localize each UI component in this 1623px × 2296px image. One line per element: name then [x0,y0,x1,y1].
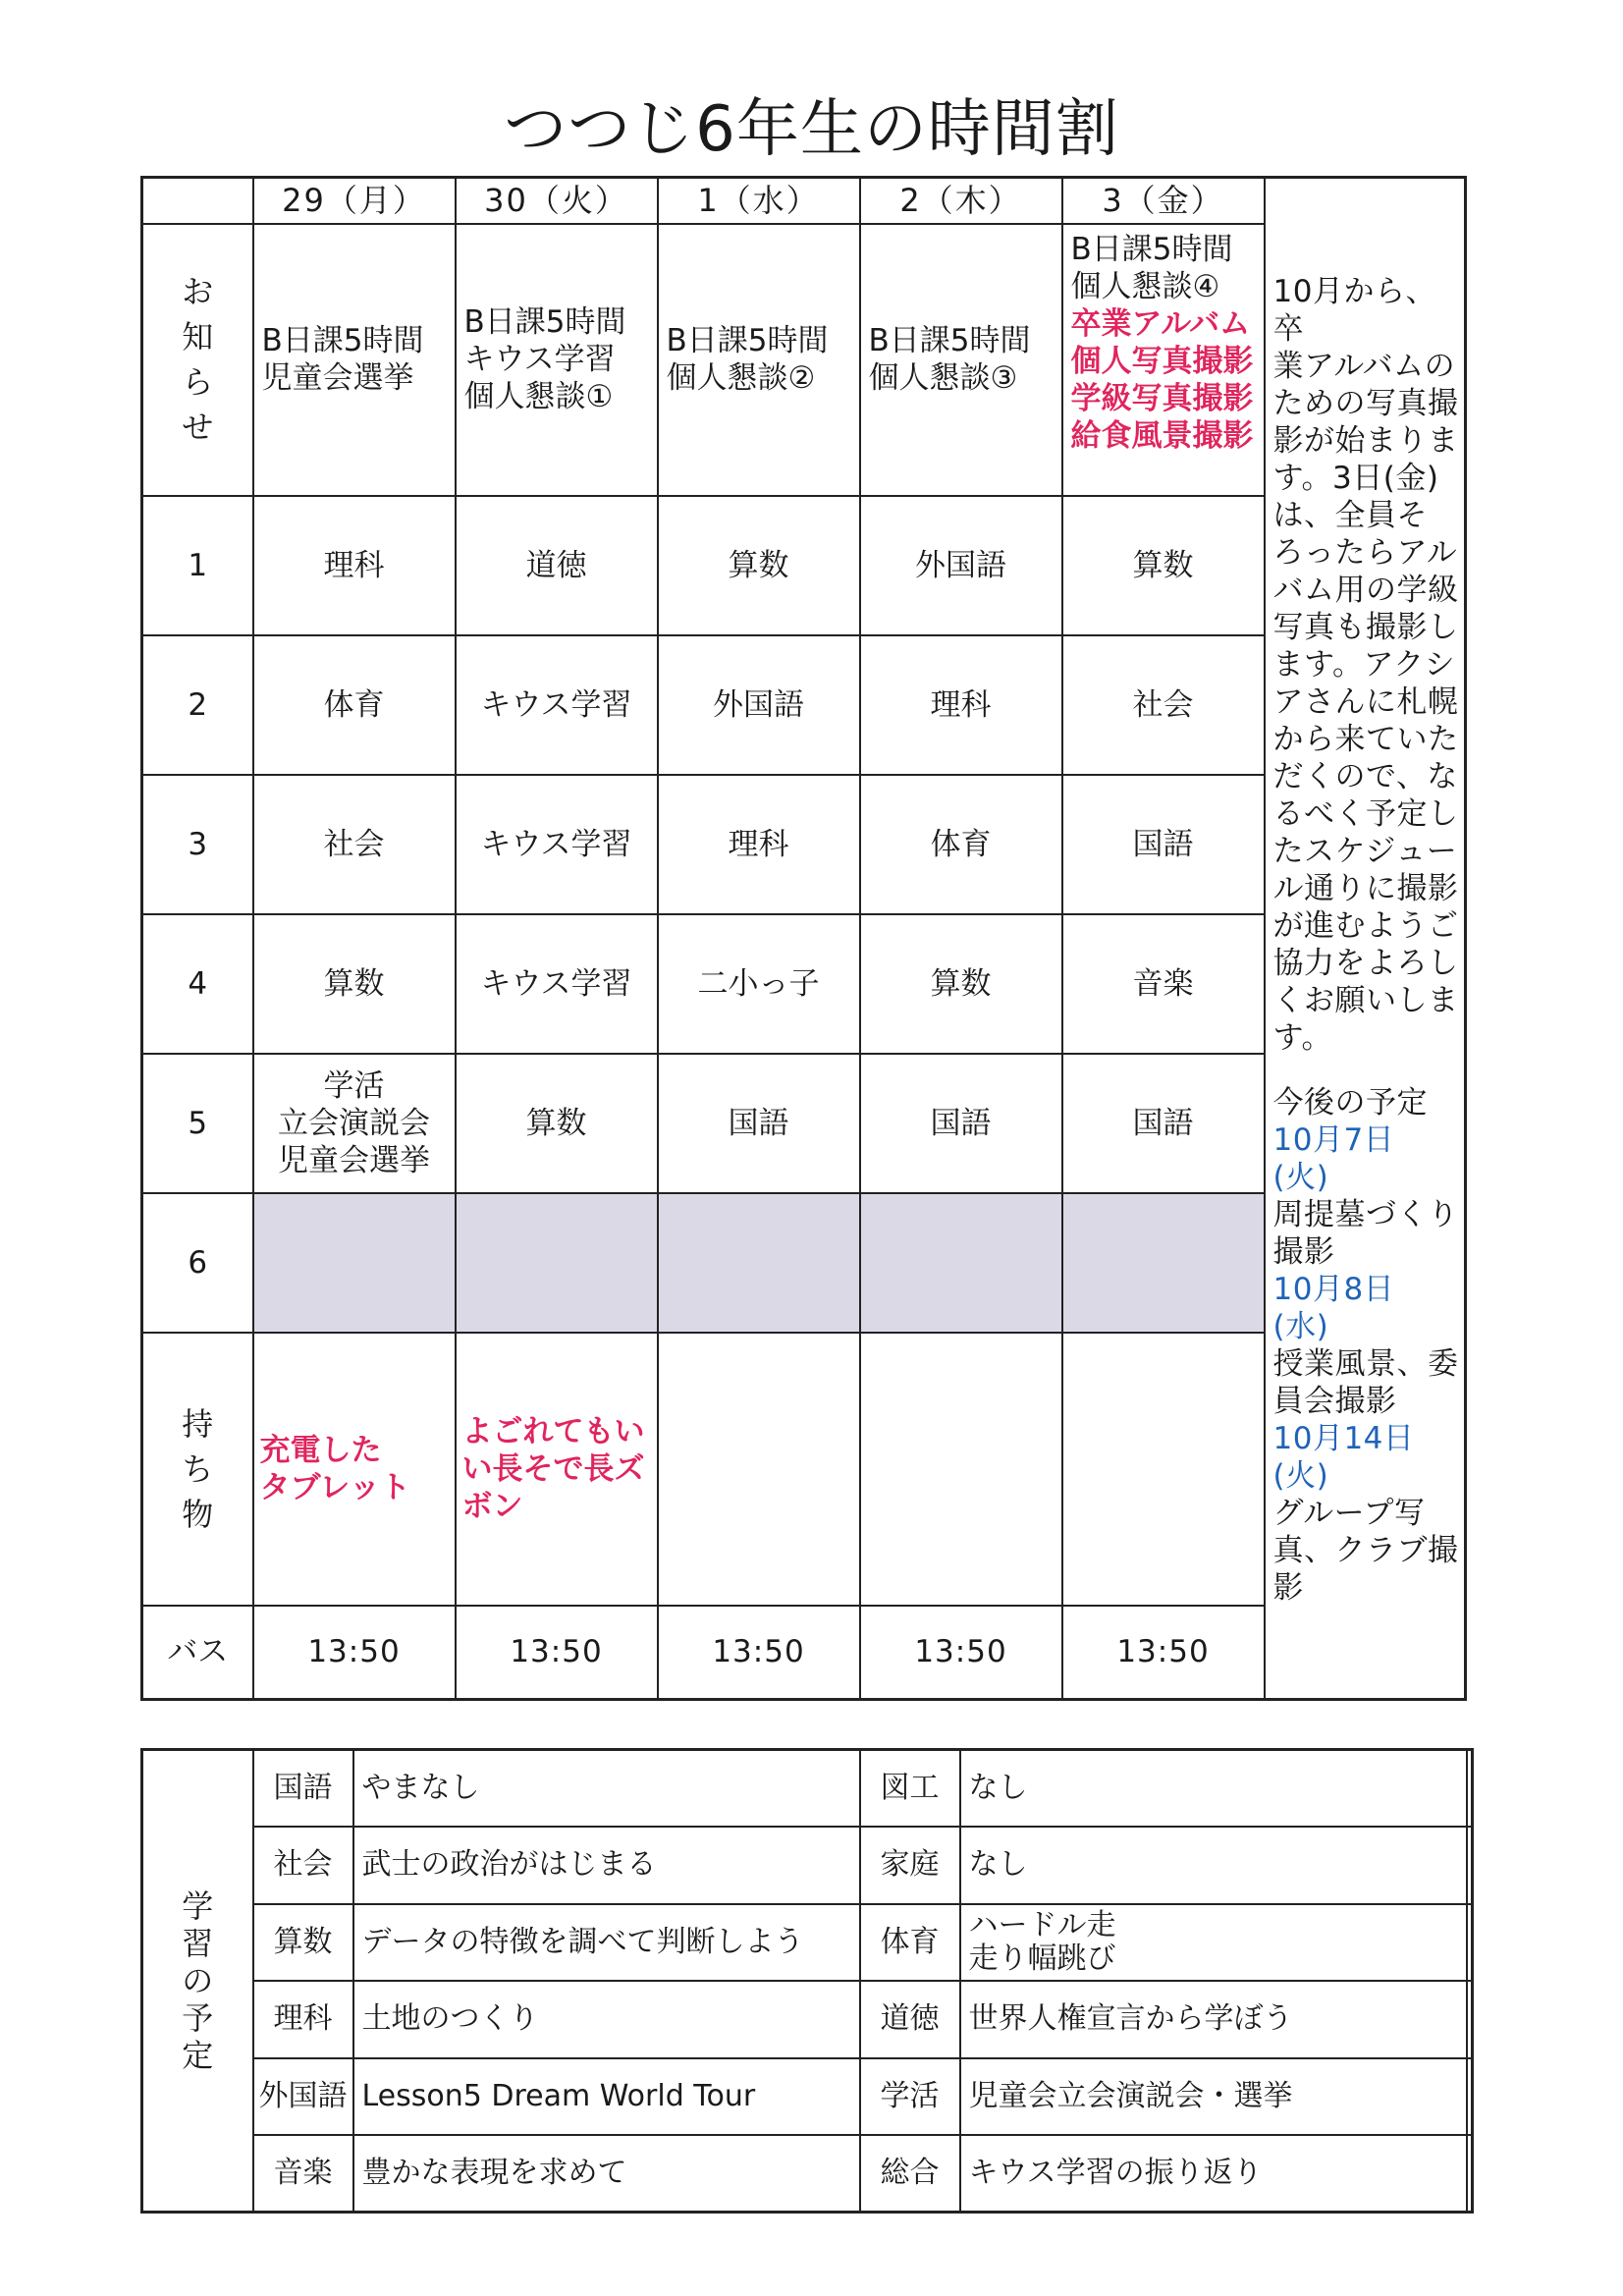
subject-cell [1062,1054,1265,1193]
subject-text: 理科 [323,547,385,583]
notice-line: キウス学習 [463,342,616,377]
notice-line: B日課5時間 [261,323,424,358]
study-topic [353,1981,860,2058]
notice-line: 個人懇談① [463,379,614,414]
notice-cell [860,224,1062,496]
side-note-line: たスケジュー [1272,834,1458,869]
subject-text: 体育 [323,686,385,723]
notice-cell [456,224,658,496]
study-row [142,1750,1473,1828]
side-note-line: ます。アクシ [1272,647,1456,683]
day-header: 2（木） [860,178,1062,224]
subject-cell [456,775,658,914]
belongings-cell [253,1333,456,1606]
subject-name: 家庭 [860,1827,960,1904]
event-desc: 授業風景、委 [1272,1346,1459,1382]
notice-highlight: 個人写真撮影 [1070,343,1254,379]
right-margin [1467,1981,1473,2058]
event-date: (水) [1272,1309,1329,1344]
study-plan-table [140,1748,1474,2214]
spacer [1273,1057,1461,1084]
study-label-text: 学習の予定 [182,1887,214,2074]
study-row [142,1981,1473,2058]
subject-text: 算数 [728,547,789,583]
period-number: 4 [142,914,253,1054]
event-desc: グループ写 [1272,1496,1426,1531]
side-note-line: が進むようご [1272,908,1459,944]
period-number: 5 [142,1054,253,1193]
belongings-cell [860,1333,1062,1606]
side-note [1265,178,1466,1700]
subject-text: 音楽 [1132,965,1194,1002]
subject-cell [860,775,1062,914]
timetable [140,176,1467,1701]
event-date: 10月14日 [1272,1421,1415,1456]
subject-name: 総合 [860,2135,960,2213]
right-margin [1467,1827,1473,1904]
subject-cell [1062,1193,1265,1333]
subject-cell [253,775,456,914]
subject-text: 外国語 [915,547,1006,583]
notice-highlight: 学級写真撮影 [1070,380,1254,416]
subject-text: 算数 [323,965,385,1002]
topic-line: 豊かな表現を求めて [361,2156,627,2190]
subject-name: 国語 [253,1750,353,1828]
study-topic [960,2058,1467,2136]
subject-cell [1062,914,1265,1054]
subject-cell [658,496,860,635]
period-number: 1 [142,496,253,635]
subject-text: 二小っ子 [697,965,820,1002]
bus-time: 13:50 [1062,1606,1265,1700]
belongings-cell [456,1333,658,1606]
subject-name: 道徳 [860,1981,960,2058]
notice-highlight: 給食風景撮影 [1070,417,1254,454]
notice-line: 児童会選挙 [261,360,414,396]
side-note-line: くお願いしま [1272,983,1459,1018]
subject-cell [658,1054,860,1193]
period-number: 2 [142,635,253,775]
right-margin [1467,2135,1473,2213]
period-number: 3 [142,775,253,914]
event-date: 10月8日 [1272,1272,1395,1307]
subject-text: 算数 [930,965,992,1002]
subject-cell [456,914,658,1054]
topic-line: 走り幅跳び [968,1941,1116,1976]
notice-label [142,224,253,496]
side-note-line: ル通りに撮影 [1272,871,1459,906]
day-header: 29（月） [253,178,456,224]
belongings-cell [1062,1333,1265,1606]
belongings-line: よごれてもい [461,1413,645,1449]
subject-cell [253,914,456,1054]
subject-name: 図工 [860,1750,960,1828]
belongings-line: 充電した [259,1432,382,1468]
notice-line: B日課5時間 [666,323,829,358]
notice-line: 個人懇談③ [868,360,1018,396]
subject-cell [860,496,1062,635]
subject-cell [1062,775,1265,914]
topic-line: Lesson5 Dream World Tour [361,2078,756,2113]
subject-cell [456,1054,658,1193]
study-row [142,1904,1473,1982]
belongings-line: ボン [461,1488,523,1524]
subject-text: 外国語 [713,686,804,723]
subject-cell [658,635,860,775]
notice-cell [253,224,456,496]
subject-cell [456,496,658,635]
subject-cell [658,1193,860,1333]
topic-line: 土地のつくり [361,2001,539,2037]
subject-cell [253,635,456,775]
study-topic [960,2135,1467,2213]
study-row [142,2058,1473,2136]
subject-text: 国語 [930,1105,992,1141]
subject-text: 体育 [930,826,992,862]
study-topic [353,1904,860,1982]
header-row [142,178,1466,224]
right-margin [1467,2058,1473,2136]
topic-line: なし [968,1847,1028,1883]
topic-line: 世界人権宣言から学ぼう [968,2001,1293,2037]
subject-cell [253,496,456,635]
study-topic [353,1827,860,1904]
subject-name: 算数 [253,1904,353,1982]
day-header: 1（水） [658,178,860,224]
subject-text: 理科 [930,686,992,723]
notice-cell [1062,224,1265,496]
notice-label-text: お知らせ [182,273,214,446]
side-note-line: 10月から、卒 [1272,274,1436,347]
study-topic [960,1981,1467,2058]
subject-text: 学活 [323,1067,385,1104]
subject-name: 社会 [253,1827,353,1904]
topic-line: キウス学習の振り返り [968,2156,1263,2190]
corner-cell [142,178,253,224]
subject-cell [860,1193,1062,1333]
study-topic [353,2135,860,2213]
subject-text: 国語 [728,1105,789,1141]
subject-cell [253,1193,456,1333]
right-margin [1467,1750,1473,1828]
notice-line: 個人懇談② [666,360,816,396]
side-note-line: るべく予定し [1272,796,1459,832]
subject-cell [1062,635,1265,775]
belongings-label [142,1333,253,1606]
page-title: つつじ6年生の時間割 [504,93,1119,166]
belongings-label-text: 持ち物 [182,1404,214,1533]
study-row [142,2135,1473,2213]
side-note-line: ろったらアル [1272,535,1458,571]
subject-name: 学活 [860,2058,960,2136]
notice-line: B日課5時間 [1070,231,1233,267]
study-row [142,1827,1473,1904]
subject-text: キウス学習 [480,686,632,723]
subject-text: 社会 [323,826,385,862]
subject-cell [658,775,860,914]
event-date: (火) [1272,1160,1329,1195]
study-topic [353,1750,860,1828]
study-topic [353,2058,860,2136]
event-desc: 周提墓づくり [1272,1197,1459,1232]
subject-cell [253,1054,456,1193]
side-note-line: 影が始まりま [1272,423,1459,459]
side-note-line: バム用の学級 [1272,573,1459,608]
subject-name: 理科 [253,1981,353,2058]
side-note-line: は、全員そ [1272,498,1428,533]
subject-text: キウス学習 [480,965,632,1002]
study-label [142,1750,253,2213]
subject-text: 算数 [1132,547,1194,583]
event-date: (火) [1272,1458,1329,1494]
subject-text: 立会演説会 [278,1105,430,1141]
bus-label: バス [142,1606,253,1700]
subject-text: キウス学習 [480,826,632,862]
topic-line: 児童会立会演説会・選挙 [968,2078,1293,2113]
side-note-line: 協力をよろし [1272,946,1459,981]
side-note-line: ための写真撮 [1272,386,1459,421]
subject-text: 児童会選挙 [278,1142,430,1178]
notice-cell [658,224,860,496]
side-note-line: から来ていた [1272,722,1459,757]
subject-cell [860,914,1062,1054]
topic-line: データの特徴を調べて判断しよう [361,1924,804,1959]
study-topic [960,1904,1467,1982]
event-desc: 員会撮影 [1272,1384,1397,1419]
subject-name: 外国語 [253,2058,353,2136]
right-margin [1467,1904,1473,1982]
subject-name: 音楽 [253,2135,353,2213]
notice-line: 個人懇談④ [1070,268,1220,304]
period-number: 6 [142,1193,253,1333]
subject-text: 算数 [525,1105,587,1141]
subject-text: 道徳 [525,547,587,583]
day-header: 3（金） [1062,178,1265,224]
topic-line: やまなし [361,1771,480,1805]
subject-cell [658,914,860,1054]
notice-highlight: 卒業アルバム [1070,305,1251,342]
subject-cell [456,1193,658,1333]
subject-text: 国語 [1132,1105,1194,1141]
event-desc: 撮影 [1272,1234,1335,1270]
side-note-line: す。 [1272,1020,1333,1056]
notice-line: B日課5時間 [868,323,1031,358]
day-header: 30（火） [456,178,658,224]
side-note-line: す。3日(金) [1272,461,1439,496]
belongings-line: い長そで長ズ [461,1450,645,1487]
bus-time: 13:50 [253,1606,456,1700]
belongings-line: タブレット [259,1469,410,1505]
upcoming-label: 今後の予定 [1272,1085,1428,1121]
study-topic [960,1827,1467,1904]
event-date: 10月7日 [1272,1122,1395,1158]
side-note-line: アさんに札幌 [1272,684,1459,720]
subject-text: 社会 [1132,686,1194,723]
bus-time: 13:50 [860,1606,1062,1700]
topic-line: 武士の政治がはじまる [361,1847,657,1883]
side-note-line: 写真も撮影し [1272,610,1459,645]
belongings-cell [658,1333,860,1606]
study-topic [960,1750,1467,1828]
topic-line: なし [968,1771,1028,1805]
bus-time: 13:50 [456,1606,658,1700]
notice-line: B日課5時間 [463,304,626,340]
side-note-line: だくので、な [1272,759,1458,794]
subject-name: 体育 [860,1904,960,1982]
subject-cell [1062,496,1265,635]
subject-cell [860,635,1062,775]
side-note-line: 業アルバムの [1272,349,1456,384]
subject-cell [456,635,658,775]
subject-cell [860,1054,1062,1193]
bus-time: 13:50 [658,1606,860,1700]
event-desc: 真、クラブ撮 [1272,1533,1459,1568]
subject-text: 国語 [1132,826,1194,862]
subject-text: 理科 [728,826,789,862]
topic-line: ハードル走 [968,1907,1116,1942]
event-desc: 影 [1272,1570,1304,1606]
